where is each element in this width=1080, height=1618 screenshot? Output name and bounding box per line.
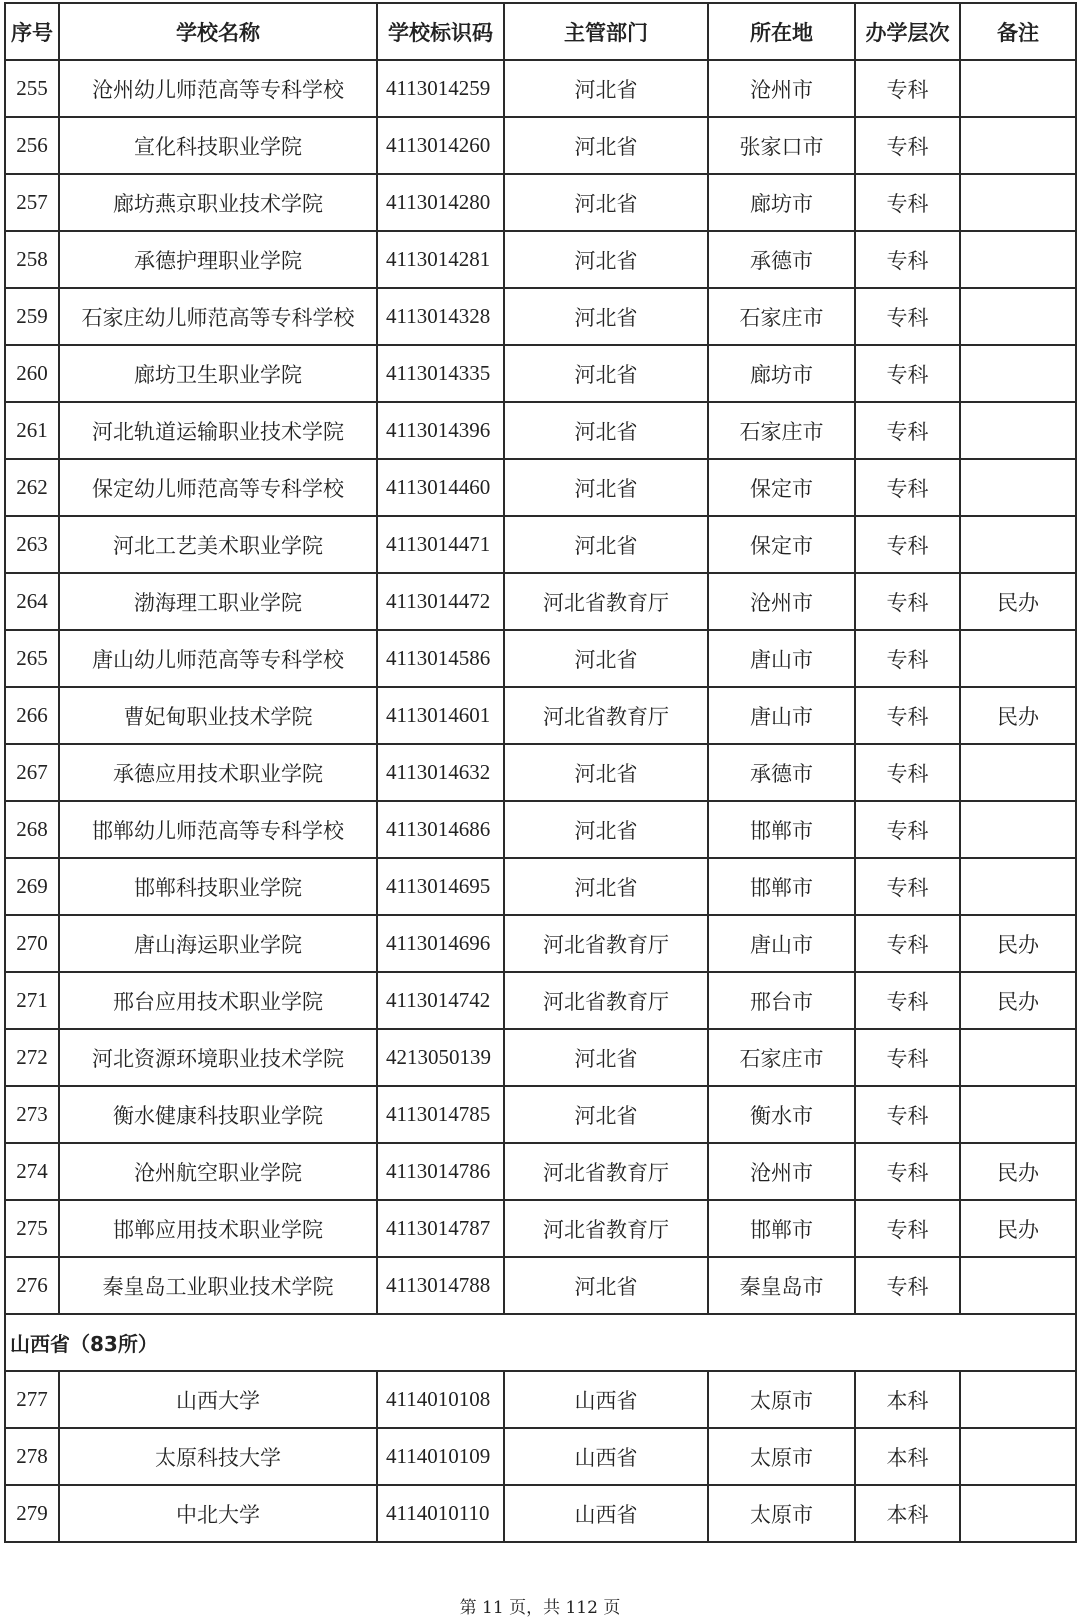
- cell-remarks: [960, 1257, 1076, 1314]
- header-cell-remarks: 备注: [960, 3, 1076, 60]
- table-row: [5, 630, 1076, 687]
- cell-level: 专科: [855, 117, 960, 174]
- table-row: [5, 1200, 1076, 1257]
- cell-remarks: [960, 402, 1076, 459]
- cell-location: 唐山市: [708, 687, 855, 744]
- cell-department: 河北省教育厅: [504, 1143, 708, 1200]
- cell-location: 沧州市: [708, 1143, 855, 1200]
- cell-department: 河北省: [504, 801, 708, 858]
- cell-school-code: 4113014601: [377, 687, 504, 744]
- cell-department: 河北省: [504, 744, 708, 801]
- cell-level: 专科: [855, 1086, 960, 1143]
- cell-school-name: 河北资源环境职业技术学院: [59, 1029, 377, 1086]
- cell-row-index: 275: [5, 1200, 59, 1257]
- cell-level: 专科: [855, 972, 960, 1029]
- cell-location: 廊坊市: [708, 345, 855, 402]
- cell-row-index: 263: [5, 516, 59, 573]
- cell-department: 河北省: [504, 345, 708, 402]
- cell-row-index: 269: [5, 858, 59, 915]
- cell-school-name: 唐山幼儿师范高等专科学校: [59, 630, 377, 687]
- cell-department: 河北省: [504, 174, 708, 231]
- cell-location: 石家庄市: [708, 1029, 855, 1086]
- cell-department: 河北省教育厅: [504, 573, 708, 630]
- cell-row-index: 278: [5, 1428, 59, 1485]
- cell-level: 专科: [855, 516, 960, 573]
- cell-location: 石家庄市: [708, 288, 855, 345]
- school-list-table: [4, 2, 1077, 1543]
- cell-school-code: 4113014460: [377, 459, 504, 516]
- table-row: [5, 402, 1076, 459]
- cell-school-name: 宣化科技职业学院: [59, 117, 377, 174]
- cell-location: 廊坊市: [708, 174, 855, 231]
- cell-level: 专科: [855, 801, 960, 858]
- table-row: [5, 687, 1076, 744]
- cell-row-index: 273: [5, 1086, 59, 1143]
- cell-school-name: 石家庄幼儿师范高等专科学校: [59, 288, 377, 345]
- section-row: [5, 1314, 1076, 1371]
- cell-location: 沧州市: [708, 60, 855, 117]
- cell-department: 河北省: [504, 117, 708, 174]
- cell-school-code: 4114010109: [377, 1428, 504, 1485]
- cell-row-index: 268: [5, 801, 59, 858]
- cell-location: 唐山市: [708, 915, 855, 972]
- cell-row-index: 274: [5, 1143, 59, 1200]
- cell-school-name: 唐山海运职业学院: [59, 915, 377, 972]
- table-row: [5, 516, 1076, 573]
- cell-school-name: 邯郸幼儿师范高等专科学校: [59, 801, 377, 858]
- table-row: [5, 288, 1076, 345]
- cell-school-name: 中北大学: [59, 1485, 377, 1542]
- cell-school-code: 4113014280: [377, 174, 504, 231]
- cell-school-code: 4113014696: [377, 915, 504, 972]
- cell-remarks: [960, 744, 1076, 801]
- cell-row-index: 267: [5, 744, 59, 801]
- table-row: [5, 801, 1076, 858]
- cell-remarks: 民办: [960, 972, 1076, 1029]
- cell-row-index: 266: [5, 687, 59, 744]
- cell-row-index: 259: [5, 288, 59, 345]
- cell-school-code: 4113014632: [377, 744, 504, 801]
- cell-row-index: 265: [5, 630, 59, 687]
- cell-school-name: 沧州航空职业学院: [59, 1143, 377, 1200]
- cell-school-name: 太原科技大学: [59, 1428, 377, 1485]
- cell-row-index: 276: [5, 1257, 59, 1314]
- cell-school-code: 4113014335: [377, 345, 504, 402]
- table-row: [5, 1428, 1076, 1485]
- cell-school-name: 承德护理职业学院: [59, 231, 377, 288]
- cell-school-code: 4113014396: [377, 402, 504, 459]
- section-heading: 山西省（83所）: [5, 1314, 1076, 1371]
- cell-department: 山西省: [504, 1371, 708, 1428]
- cell-row-index: 277: [5, 1371, 59, 1428]
- table-row: [5, 174, 1076, 231]
- cell-location: 保定市: [708, 516, 855, 573]
- table-row: [5, 1257, 1076, 1314]
- cell-location: 承德市: [708, 231, 855, 288]
- table-body: [5, 60, 1076, 1542]
- cell-location: 邢台市: [708, 972, 855, 1029]
- cell-department: 河北省: [504, 1029, 708, 1086]
- header-cell-location: 所在地: [708, 3, 855, 60]
- cell-remarks: [960, 345, 1076, 402]
- cell-remarks: [960, 174, 1076, 231]
- cell-school-name: 秦皇岛工业职业技术学院: [59, 1257, 377, 1314]
- cell-school-name: 渤海理工职业学院: [59, 573, 377, 630]
- cell-school-code: 4113014742: [377, 972, 504, 1029]
- cell-school-code: 4113014686: [377, 801, 504, 858]
- cell-location: 邯郸市: [708, 858, 855, 915]
- cell-level: 专科: [855, 573, 960, 630]
- table-row: [5, 1485, 1076, 1542]
- cell-school-code: 4113014586: [377, 630, 504, 687]
- cell-school-code: 4113014695: [377, 858, 504, 915]
- header-cell-index: 序号: [5, 3, 59, 60]
- cell-row-index: 262: [5, 459, 59, 516]
- cell-school-code: 4113014786: [377, 1143, 504, 1200]
- cell-level: 专科: [855, 1257, 960, 1314]
- cell-school-name: 廊坊燕京职业技术学院: [59, 174, 377, 231]
- table-row: [5, 972, 1076, 1029]
- cell-remarks: 民办: [960, 687, 1076, 744]
- cell-school-name: 邯郸科技职业学院: [59, 858, 377, 915]
- cell-school-code: 4113014471: [377, 516, 504, 573]
- table-row: [5, 1143, 1076, 1200]
- cell-location: 太原市: [708, 1428, 855, 1485]
- cell-level: 本科: [855, 1485, 960, 1542]
- cell-school-code: 4113014788: [377, 1257, 504, 1314]
- cell-level: 专科: [855, 630, 960, 687]
- table-row: [5, 231, 1076, 288]
- cell-school-code: 4113014328: [377, 288, 504, 345]
- cell-location: 张家口市: [708, 117, 855, 174]
- cell-remarks: [960, 60, 1076, 117]
- cell-location: 保定市: [708, 459, 855, 516]
- cell-remarks: [960, 630, 1076, 687]
- cell-remarks: 民办: [960, 915, 1076, 972]
- cell-location: 邯郸市: [708, 1200, 855, 1257]
- cell-department: 河北省教育厅: [504, 687, 708, 744]
- cell-department: 河北省教育厅: [504, 972, 708, 1029]
- cell-row-index: 256: [5, 117, 59, 174]
- cell-level: 专科: [855, 60, 960, 117]
- cell-level: 专科: [855, 288, 960, 345]
- cell-department: 河北省: [504, 516, 708, 573]
- cell-level: 本科: [855, 1428, 960, 1485]
- cell-location: 衡水市: [708, 1086, 855, 1143]
- cell-remarks: [960, 1371, 1076, 1428]
- cell-row-index: 264: [5, 573, 59, 630]
- cell-school-name: 河北轨道运输职业技术学院: [59, 402, 377, 459]
- cell-school-code: 4114010110: [377, 1485, 504, 1542]
- cell-department: 河北省教育厅: [504, 1200, 708, 1257]
- table-row: [5, 744, 1076, 801]
- cell-department: 河北省: [504, 402, 708, 459]
- cell-remarks: [960, 1428, 1076, 1485]
- cell-remarks: [960, 117, 1076, 174]
- cell-location: 邯郸市: [708, 801, 855, 858]
- cell-remarks: [960, 1029, 1076, 1086]
- cell-school-name: 保定幼儿师范高等专科学校: [59, 459, 377, 516]
- cell-row-index: 255: [5, 60, 59, 117]
- cell-location: 石家庄市: [708, 402, 855, 459]
- cell-remarks: [960, 801, 1076, 858]
- cell-department: 山西省: [504, 1485, 708, 1542]
- cell-location: 沧州市: [708, 573, 855, 630]
- cell-remarks: [960, 231, 1076, 288]
- cell-school-code: 4113014472: [377, 573, 504, 630]
- table-row: [5, 858, 1076, 915]
- cell-department: 河北省: [504, 1257, 708, 1314]
- table-row: [5, 915, 1076, 972]
- cell-level: 专科: [855, 858, 960, 915]
- header-row: [5, 3, 1076, 60]
- cell-school-name: 廊坊卫生职业学院: [59, 345, 377, 402]
- cell-school-name: 沧州幼儿师范高等专科学校: [59, 60, 377, 117]
- cell-school-code: 4113014785: [377, 1086, 504, 1143]
- cell-school-code: 4113014281: [377, 231, 504, 288]
- header-cell-department: 主管部门: [504, 3, 708, 60]
- cell-location: 唐山市: [708, 630, 855, 687]
- cell-school-name: 衡水健康科技职业学院: [59, 1086, 377, 1143]
- cell-school-name: 河北工艺美术职业学院: [59, 516, 377, 573]
- cell-school-code: 4113014787: [377, 1200, 504, 1257]
- cell-department: 河北省: [504, 231, 708, 288]
- cell-row-index: 257: [5, 174, 59, 231]
- cell-remarks: [960, 1086, 1076, 1143]
- cell-row-index: 261: [5, 402, 59, 459]
- cell-level: 专科: [855, 1029, 960, 1086]
- cell-level: 本科: [855, 1371, 960, 1428]
- cell-department: 河北省: [504, 858, 708, 915]
- cell-row-index: 260: [5, 345, 59, 402]
- cell-department: 河北省: [504, 1086, 708, 1143]
- cell-level: 专科: [855, 459, 960, 516]
- cell-department: 河北省教育厅: [504, 915, 708, 972]
- cell-level: 专科: [855, 345, 960, 402]
- cell-level: 专科: [855, 687, 960, 744]
- table-row: [5, 459, 1076, 516]
- cell-location: 承德市: [708, 744, 855, 801]
- cell-school-code: 4213050139: [377, 1029, 504, 1086]
- cell-remarks: 民办: [960, 1200, 1076, 1257]
- cell-level: 专科: [855, 744, 960, 801]
- table-row: [5, 345, 1076, 402]
- cell-department: 河北省: [504, 459, 708, 516]
- table-row: [5, 1371, 1076, 1428]
- table-row: [5, 60, 1076, 117]
- cell-level: 专科: [855, 402, 960, 459]
- cell-remarks: [960, 516, 1076, 573]
- cell-school-code: 4114010108: [377, 1371, 504, 1428]
- cell-level: 专科: [855, 1143, 960, 1200]
- cell-location: 太原市: [708, 1485, 855, 1542]
- cell-level: 专科: [855, 1200, 960, 1257]
- page-number-footer: 第 11 页，共 112 页: [459, 1598, 621, 1618]
- cell-school-name: 邯郸应用技术职业学院: [59, 1200, 377, 1257]
- cell-school-name: 承德应用技术职业学院: [59, 744, 377, 801]
- cell-level: 专科: [855, 915, 960, 972]
- cell-row-index: 279: [5, 1485, 59, 1542]
- cell-remarks: [960, 1485, 1076, 1542]
- cell-level: 专科: [855, 174, 960, 231]
- cell-school-code: 4113014260: [377, 117, 504, 174]
- cell-location: 太原市: [708, 1371, 855, 1428]
- cell-department: 河北省: [504, 60, 708, 117]
- table-row: [5, 117, 1076, 174]
- cell-school-name: 邢台应用技术职业学院: [59, 972, 377, 1029]
- cell-school-name: 山西大学: [59, 1371, 377, 1428]
- cell-school-code: 4113014259: [377, 60, 504, 117]
- cell-department: 河北省: [504, 288, 708, 345]
- header-cell-level: 办学层次: [855, 3, 960, 60]
- cell-remarks: 民办: [960, 573, 1076, 630]
- table-row: [5, 1086, 1076, 1143]
- cell-location: 秦皇岛市: [708, 1257, 855, 1314]
- cell-remarks: 民办: [960, 1143, 1076, 1200]
- table-row: [5, 573, 1076, 630]
- header-cell-school-name: 学校名称: [59, 3, 377, 60]
- cell-remarks: [960, 459, 1076, 516]
- cell-row-index: 271: [5, 972, 59, 1029]
- cell-department: 河北省: [504, 630, 708, 687]
- cell-school-name: 曹妃甸职业技术学院: [59, 687, 377, 744]
- table-row: [5, 1029, 1076, 1086]
- cell-department: 山西省: [504, 1428, 708, 1485]
- header-cell-school-code: 学校标识码: [377, 3, 504, 60]
- cell-level: 专科: [855, 231, 960, 288]
- cell-row-index: 258: [5, 231, 59, 288]
- cell-remarks: [960, 858, 1076, 915]
- cell-row-index: 270: [5, 915, 59, 972]
- cell-remarks: [960, 288, 1076, 345]
- cell-row-index: 272: [5, 1029, 59, 1086]
